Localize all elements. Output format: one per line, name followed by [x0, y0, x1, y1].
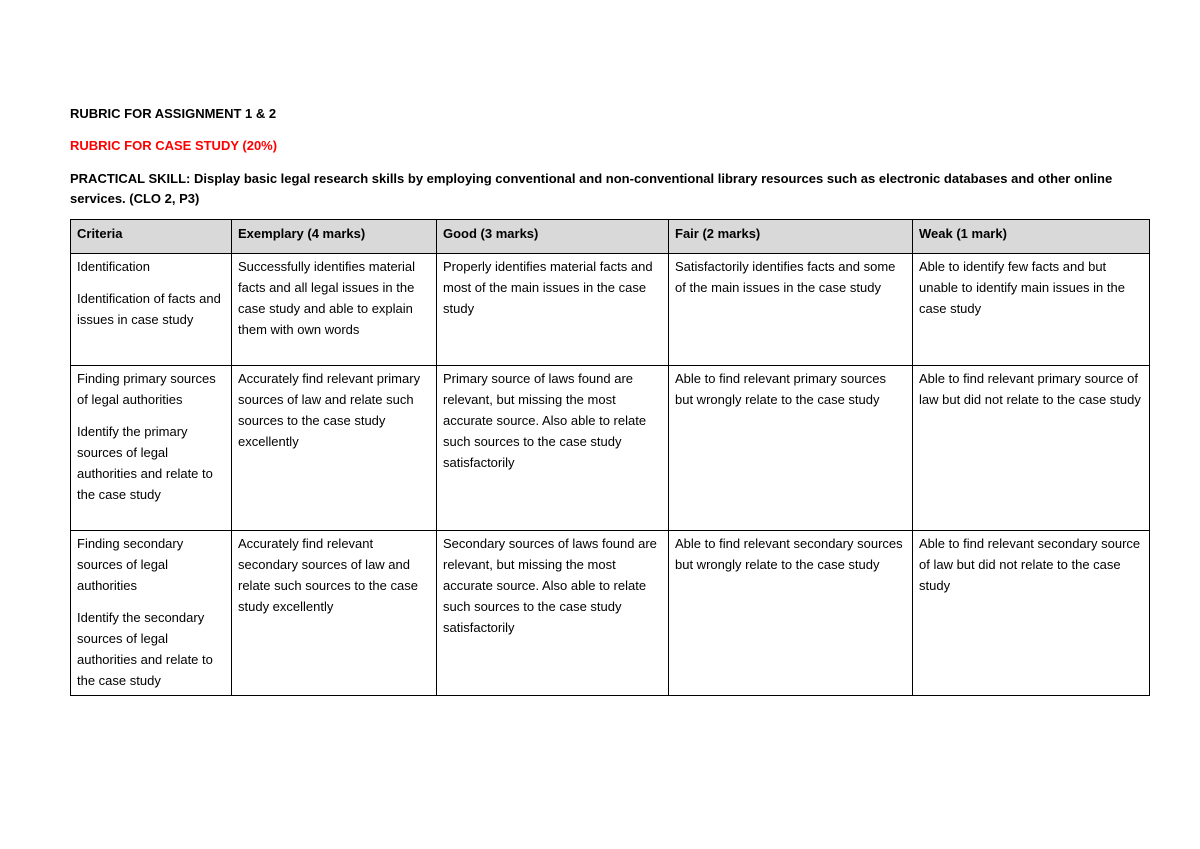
header-fair: Fair (2 marks) — [669, 220, 913, 254]
weak-cell: Able to find relevant secondary source of law but did not relate to the case study — [913, 531, 1150, 696]
fair-cell: Able to find relevant primary sources but wrongly relate to the case study — [669, 366, 913, 531]
criteria-description: Identify the secondary sources of legal authorities and relate to the case study — [77, 610, 213, 688]
criteria-description: Identification of facts and issues in case study — [77, 291, 221, 327]
good-cell: Properly identifies material facts and most of the main issues in the case study — [437, 254, 669, 366]
practical-skill-statement: PRACTICAL SKILL: Display basic legal research skills by employing conventional and non-conventional library resources such as electronic databases and other online services. (CLO 2, P3) — [70, 171, 1113, 206]
criteria-cell — [71, 366, 232, 531]
document-heading: RUBRIC FOR ASSIGNMENT 1 & 2 — [70, 106, 277, 121]
exemplary-cell: Accurately find relevant primary sources of law and relate such sources to the case study excellently — [232, 366, 437, 531]
good-cell: Primary source of laws found are relevant, but missing the most accurate source. Also able to relate such sources to the case study satisfactorily — [437, 366, 669, 531]
exemplary-cell: Accurately find relevant secondary sources of law and relate such sources to the case study excellently — [232, 531, 437, 696]
weak-cell: Able to find relevant primary source of law but did not relate to the case study — [913, 366, 1150, 531]
header-criteria: Criteria — [71, 220, 232, 254]
fair-cell: Able to find relevant secondary sources but wrongly relate to the case study — [669, 531, 913, 696]
document-subheading: RUBRIC FOR CASE STUDY (20%) — [70, 138, 278, 153]
header-weak: Weak (1 mark) — [913, 220, 1150, 254]
rubric-table — [70, 219, 1150, 696]
exemplary-cell: Successfully identifies material facts and all legal issues in the case study and able to explain them with own words — [232, 254, 437, 366]
criteria-cell — [71, 531, 232, 696]
criteria-cell — [71, 254, 232, 366]
criteria-description: Identify the primary sources of legal authorities and relate to the case study — [77, 424, 213, 502]
header-good: Good (3 marks) — [437, 220, 669, 254]
table-row — [71, 254, 1150, 366]
table-row — [71, 531, 1150, 696]
table-header-row — [71, 220, 1150, 254]
good-cell: Secondary sources of laws found are relevant, but missing the most accurate source. Also able to relate such sources to the case study satisfactorily — [437, 531, 669, 696]
weak-cell: Able to identify few facts and but unable to identify main issues in the case study — [913, 254, 1150, 366]
table-row — [71, 366, 1150, 531]
fair-cell: Satisfactorily identifies facts and some of the main issues in the case study — [669, 254, 913, 366]
header-exemplary: Exemplary (4 marks) — [232, 220, 437, 254]
criteria-title: Finding secondary sources of legal authorities — [77, 536, 184, 593]
criteria-title: Finding primary sources of legal authorities — [77, 371, 216, 407]
criteria-title: Identification — [77, 259, 150, 274]
